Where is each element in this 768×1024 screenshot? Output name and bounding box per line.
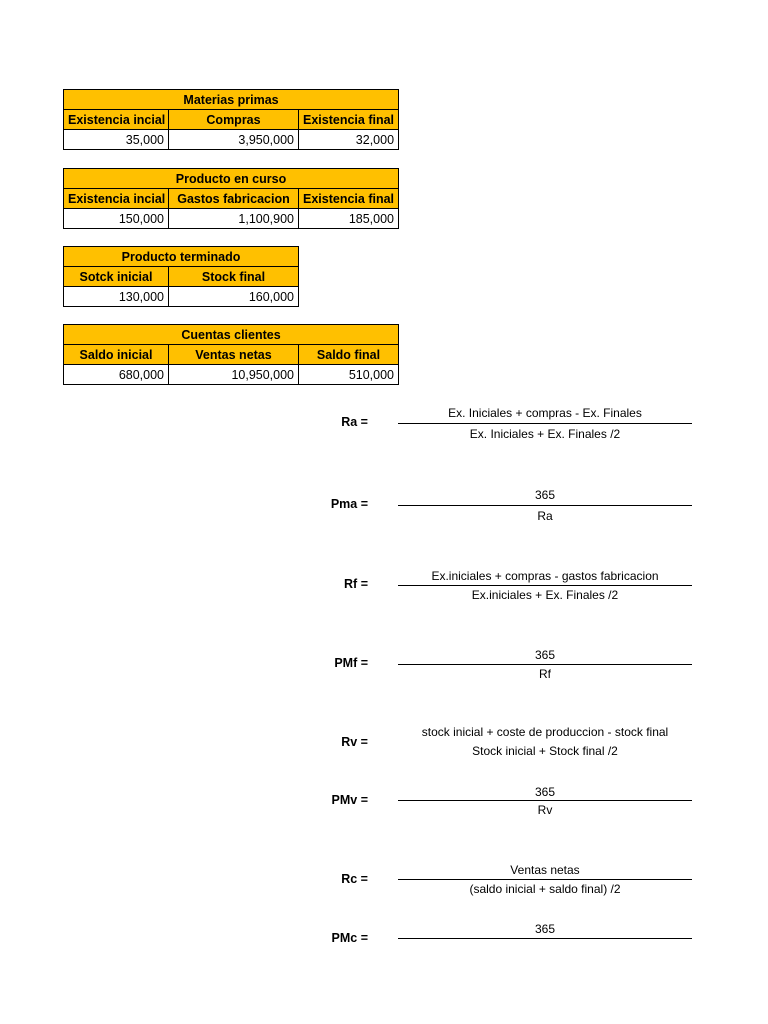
table-cell: 32,000 — [299, 130, 399, 150]
table-cell: 3,950,000 — [169, 130, 299, 150]
column-header: Existencia final — [299, 189, 399, 209]
fraction-line — [398, 585, 692, 586]
formula-numerator: 365 — [534, 648, 556, 662]
formula-denominator: Rf — [539, 667, 551, 681]
table-cell: 510,000 — [299, 365, 399, 385]
fraction-line — [398, 664, 692, 665]
table-cell: 680,000 — [64, 365, 169, 385]
table-cell: 1,100,900 — [169, 209, 299, 229]
formula-rc — [0, 862, 768, 922]
formula-denominator: Ra — [537, 509, 553, 523]
formula-denominator: (saldo inicial + saldo final) /2 — [469, 882, 621, 896]
fraction-line — [398, 423, 692, 424]
column-header: Existencia incial — [64, 189, 169, 209]
formula-numerator: Ventas netas — [510, 863, 580, 877]
fraction-line — [398, 800, 692, 801]
formula-label: Rf = — [344, 577, 368, 591]
table-cell: 10,950,000 — [169, 365, 299, 385]
formula-pma — [0, 487, 768, 547]
formula-label: PMf = — [334, 656, 368, 670]
formula-label: Pma = — [330, 497, 368, 511]
column-header: Existencia final — [299, 110, 399, 130]
fraction-line — [398, 879, 692, 880]
table-cell: 185,000 — [299, 209, 399, 229]
formula-pmf — [0, 647, 768, 707]
formula-rf — [0, 568, 768, 628]
formula-label: Rv = — [341, 735, 368, 749]
column-header: Ventas netas — [169, 345, 299, 365]
column-header: Saldo inicial — [64, 345, 169, 365]
formula-denominator: Rv — [537, 803, 553, 817]
formula-numerator: Ex. Iniciales + compras - Ex. Finales — [448, 406, 642, 420]
formula-denominator: Stock inicial + Stock final /2 — [472, 744, 618, 758]
formula-label: Ra = — [341, 415, 368, 429]
table-cell: 150,000 — [64, 209, 169, 229]
column-header: Sotck inicial — [64, 267, 169, 287]
table-materias-primas — [63, 89, 399, 150]
formula-numerator: stock inicial + coste de produccion - stock final — [421, 725, 669, 739]
formula-numerator: 365 — [534, 922, 556, 936]
table-title: Producto en curso — [64, 169, 399, 189]
column-header: Compras — [169, 110, 299, 130]
column-header: Saldo final — [299, 345, 399, 365]
fraction-line — [398, 505, 692, 506]
table-title: Cuentas clientes — [64, 325, 399, 345]
formula-denominator: Ex.iniciales + Ex. Finales /2 — [471, 588, 619, 602]
formula-label: PMv = — [331, 793, 368, 807]
formula-label: Rc = — [341, 872, 368, 886]
formula-numerator: 365 — [534, 488, 556, 502]
table-title: Materias primas — [64, 90, 399, 110]
formula-pmv — [0, 784, 768, 844]
table-cell: 160,000 — [169, 287, 299, 307]
table-producto-en-curso — [63, 168, 399, 229]
column-header: Existencia incial — [64, 110, 169, 130]
table-producto-terminado — [63, 246, 299, 307]
formula-label: PMc = — [331, 931, 368, 945]
table-title: Producto terminado — [64, 247, 299, 267]
table-cuentas-clientes — [63, 324, 399, 385]
formula-numerator: 365 — [534, 785, 556, 799]
formula-numerator: Ex.iniciales + compras - gastos fabricacion — [431, 569, 659, 583]
fraction-line — [398, 938, 692, 939]
formula-rv — [0, 724, 768, 784]
formula-pmc — [0, 921, 768, 981]
column-header: Stock final — [169, 267, 299, 287]
table-cell: 130,000 — [64, 287, 169, 307]
formula-denominator: Ex. Iniciales + Ex. Finales /2 — [469, 427, 621, 441]
table-cell: 35,000 — [64, 130, 169, 150]
formula-ra — [0, 405, 768, 465]
column-header: Gastos fabricacion — [169, 189, 299, 209]
